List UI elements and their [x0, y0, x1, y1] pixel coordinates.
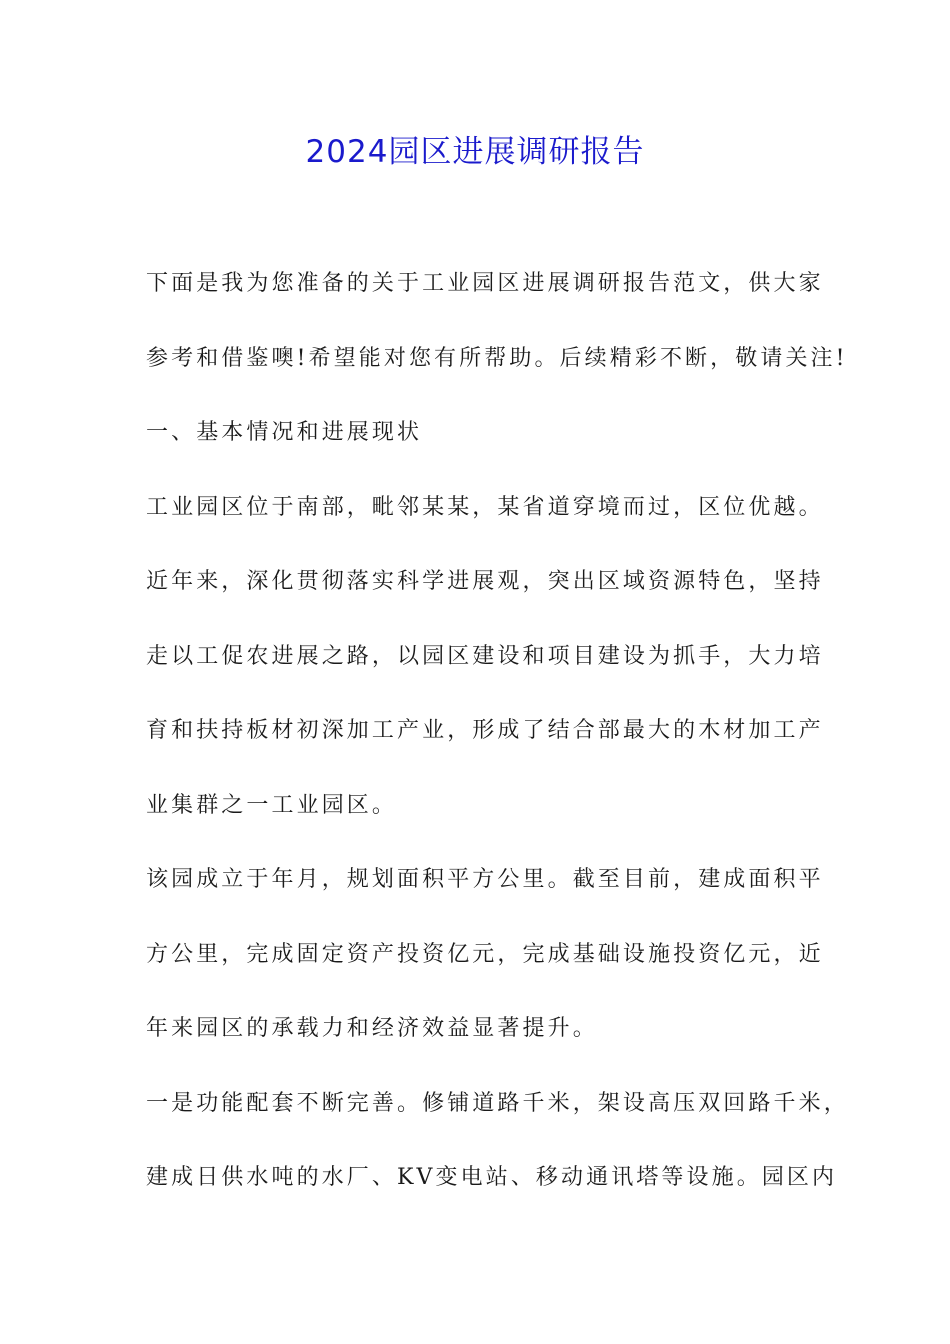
body-line: 育和扶持板材初深加工产业，形成了结合部最大的木材加工产	[146, 718, 824, 743]
body-line: 建成日供水吨的水厂、KV变电站、移动通讯塔等设施。园区内	[146, 1165, 838, 1190]
body-line: 年来园区的承载力和经济效益显著提升。	[146, 1016, 598, 1041]
body-line: 业集群之一工业园区。	[146, 792, 398, 818]
body-line: 近年来，深化贯彻落实科学进展观，突出区域资源特色，坚持	[146, 569, 824, 594]
body-line: 走以工促农进展之路，以园区建设和项目建设为抓手，大力培	[146, 643, 824, 669]
body-line-intro-2: 参考和借鉴噢!希望能对您有所帮助。后续精彩不断，敬请关注!	[146, 345, 848, 371]
body-line-intro-1: 下面是我为您准备的关于工业园区进展调研报告范文，供大家	[146, 271, 824, 296]
body-line: 工业园区位于南部，毗邻某某，某省道穿境而过，区位优越。	[146, 494, 824, 520]
body-line: 一是功能配套不断完善。修铺道路千米，架设高压双回路千米，	[146, 1090, 849, 1116]
body-line: 该园成立于年月，规划面积平方公里。截至目前，建成面积平	[146, 867, 824, 892]
document-body	[146, 262, 849, 1231]
section-heading-1: 一、基本情况和进展现状	[146, 420, 423, 445]
document-title: 2024园区进展调研报告	[305, 134, 645, 170]
body-line: 方公里，完成固定资产投资亿元，完成基础设施投资亿元，近	[146, 941, 824, 967]
